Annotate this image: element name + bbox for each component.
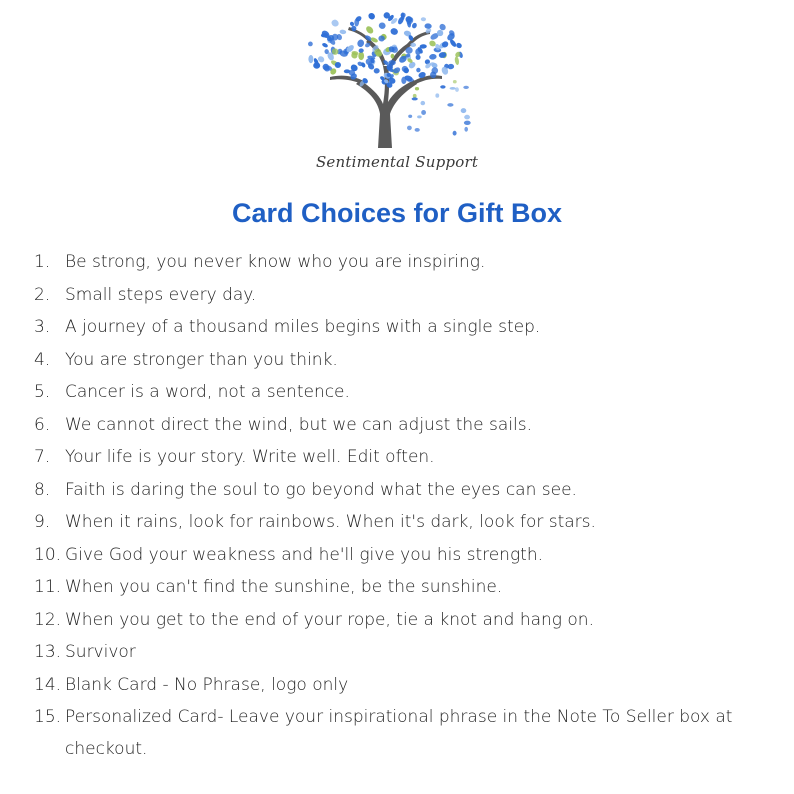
page-title: Card Choices for Gift Box	[231, 198, 563, 228]
item-text: Small steps every day.	[65, 284, 257, 305]
list-item	[34, 279, 784, 312]
item-text: Give God your weakness and he'll give you his strength.	[65, 544, 544, 565]
list-item	[34, 701, 784, 765]
item-text: When you get to the end of your rope, tie a knot and hang on.	[65, 609, 594, 630]
brand-name: Sentimental Support	[315, 153, 479, 171]
list-item	[34, 506, 784, 539]
item-number: 12.	[34, 609, 62, 630]
item-number: 5.	[34, 382, 51, 402]
item-number: 13.	[34, 642, 62, 662]
card-choice-list	[34, 246, 784, 765]
list-item	[34, 409, 784, 442]
item-number: 2.	[34, 284, 51, 305]
list-item	[34, 539, 784, 572]
item-number: 11.	[34, 577, 62, 597]
item-text: Blank Card - No Phrase, logo only	[65, 674, 349, 695]
item-text: Cancer is a word, not a sentence.	[65, 382, 350, 402]
list-item	[34, 636, 784, 669]
item-number: 14.	[34, 674, 62, 695]
list-item	[34, 441, 784, 474]
list-item	[34, 669, 784, 702]
list-item	[34, 311, 784, 344]
item-number: 15.	[34, 707, 62, 727]
list-item	[34, 376, 784, 409]
list-item	[34, 246, 784, 279]
tree-icon	[290, 6, 480, 154]
item-number: 9.	[34, 512, 51, 532]
list-item	[34, 571, 784, 604]
item-text: Personalized Card- Leave your inspirational phrase in the Note To Seller box at checkout.	[65, 707, 733, 759]
list-item	[34, 344, 784, 377]
item-number: 7.	[34, 447, 51, 467]
item-number: 1.	[34, 252, 51, 272]
list-item	[34, 474, 784, 507]
item-text: Be strong, you never know who you are inspiring.	[65, 252, 486, 272]
item-number: 10.	[34, 544, 62, 565]
item-number: 3.	[34, 317, 51, 337]
item-number: 4.	[34, 349, 51, 370]
item-text: Faith is daring the soul to go beyond what the eyes can see.	[65, 479, 577, 500]
item-text: Survivor	[65, 642, 136, 662]
item-text: You are stronger than you think.	[65, 349, 338, 370]
item-text: When you can't find the sunshine, be the sunshine.	[65, 577, 503, 597]
list-item	[34, 604, 784, 637]
item-text: We cannot direct the wind, but we can adjust the sails.	[65, 414, 533, 435]
item-number: 6.	[34, 414, 51, 435]
item-text: Your life is your story. Write well. Edit often.	[65, 447, 435, 467]
item-text: When it rains, look for rainbows. When it's dark, look for stars.	[65, 512, 596, 532]
item-text: A journey of a thousand miles begins with a single step.	[65, 317, 541, 337]
item-number: 8.	[34, 479, 51, 500]
